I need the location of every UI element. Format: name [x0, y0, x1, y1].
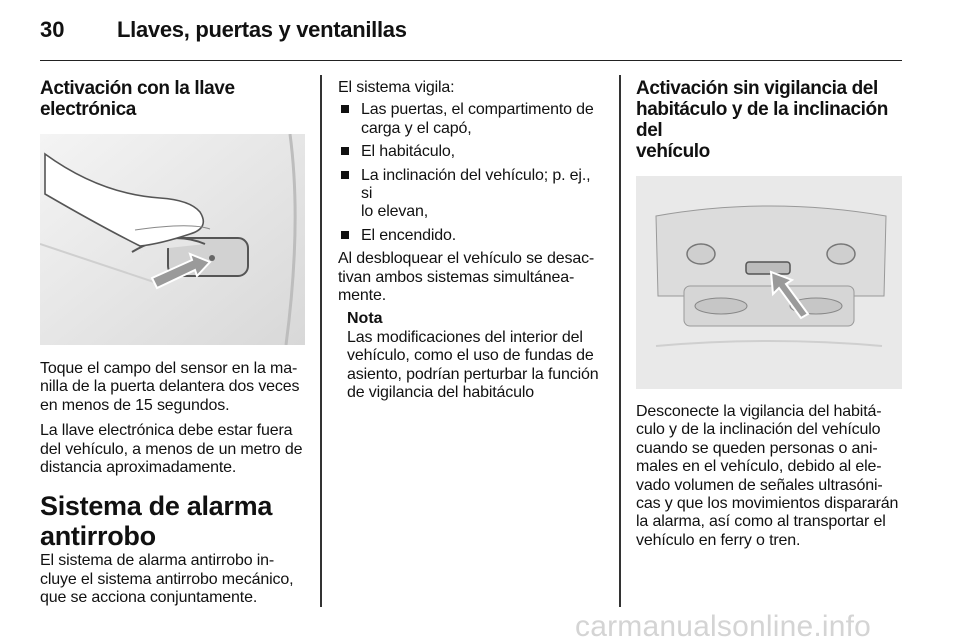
text-line: tivan ambos sistemas simultánea-	[338, 268, 575, 286]
page-number: 30	[40, 17, 65, 42]
text-line: Desconecte la vigilancia del habitá-	[636, 403, 882, 420]
column-3	[636, 78, 906, 550]
section-heading-disable-monitoring	[636, 78, 906, 162]
column-1	[40, 78, 305, 608]
heading-line: antirrobo	[40, 521, 156, 552]
text-line: lo elevan,	[361, 203, 428, 221]
paragraph-key-distance	[40, 422, 305, 477]
page-title: Llaves, puertas y ventanillas	[117, 17, 407, 42]
paragraph-alarm-description	[40, 552, 305, 607]
note-title: Nota	[347, 310, 383, 328]
list-item	[338, 167, 604, 222]
text-line: La inclinación del vehículo; p. ej., si	[361, 166, 591, 203]
heading-line: habitáculo y de la inclinación del	[636, 99, 888, 141]
page-header	[40, 17, 902, 61]
text-line: carga y el capó,	[361, 119, 472, 137]
text-line: del vehículo, a menos de un metro de	[40, 440, 303, 458]
text-line: El sistema de alarma antirrobo in-	[40, 552, 275, 570]
text-line: Al desbloquear el vehículo se desac-	[338, 250, 595, 268]
text-line: asiento, podrían perturbar la función	[347, 365, 599, 383]
section-heading-alarm-system	[40, 491, 305, 551]
text-line: en menos de 15 segundos.	[40, 396, 230, 414]
column-divider-2	[619, 75, 621, 607]
text-line: culo y de la inclinación del vehículo	[636, 421, 881, 439]
text-line: mente.	[338, 287, 387, 305]
text-line: nilla de la puerta delantera dos veces	[40, 378, 300, 396]
heading-line: Activación sin vigilancia del	[636, 78, 878, 99]
list-item	[338, 143, 604, 161]
bullet-square-icon	[341, 231, 349, 239]
monitoring-intro: El sistema vigila:	[338, 79, 455, 96]
watermark-text: carmanualsonline.info	[575, 610, 872, 642]
text-line: que se acciona conjuntamente.	[40, 589, 258, 607]
heading-line: Sistema de alarma	[40, 491, 273, 522]
list-item	[338, 101, 604, 138]
paragraph-disable-monitoring	[636, 403, 906, 550]
door-handle-sensor-illustration	[40, 134, 305, 345]
section-heading-electronic-key: Activación con la llave electrónica	[40, 78, 235, 120]
bullet-square-icon	[341, 105, 349, 113]
note-text	[347, 329, 604, 403]
paragraph-unlock	[338, 250, 604, 305]
text-line: Las puertas, el compartimento de	[361, 101, 594, 119]
column-divider-1	[320, 75, 322, 607]
text-line: distancia aproximadamente.	[40, 459, 237, 477]
bullet-square-icon	[341, 147, 349, 155]
text-line: El habitáculo,	[361, 143, 455, 161]
text-line: cluye el sistema antirrobo mecánico,	[40, 570, 294, 588]
monitored-items-list	[338, 101, 604, 245]
text-line: El encendido.	[361, 226, 457, 244]
interior-monitoring-button-illustration	[636, 176, 902, 389]
text-line: La llave electrónica debe estar fuera	[40, 422, 293, 440]
text-line: de vigilancia del habitáculo	[347, 384, 535, 402]
bullet-square-icon	[341, 171, 349, 179]
text-line: Toque el campo del sensor en la ma-	[40, 360, 298, 377]
text-line: Las modificaciones del interior del	[347, 328, 583, 346]
heading-line: vehículo	[636, 141, 710, 162]
text-line: cuando se queden personas o ani-	[636, 439, 878, 457]
column-2	[338, 79, 604, 403]
text-line: males en el vehículo, debido al ele-	[636, 458, 882, 476]
text-line: vado volumen de señales ultrasóni-	[636, 476, 883, 494]
text-line: la alarma, así como al transportar el	[636, 513, 886, 531]
note-box	[347, 310, 604, 402]
text-line: cas y que los movimientos dispararán	[636, 495, 899, 513]
text-line: vehículo, como el uso de fundas de	[347, 347, 594, 365]
paragraph-sensor-instructions	[40, 360, 305, 415]
text-line: vehículo en ferry o tren.	[636, 531, 801, 549]
list-item	[338, 227, 604, 245]
